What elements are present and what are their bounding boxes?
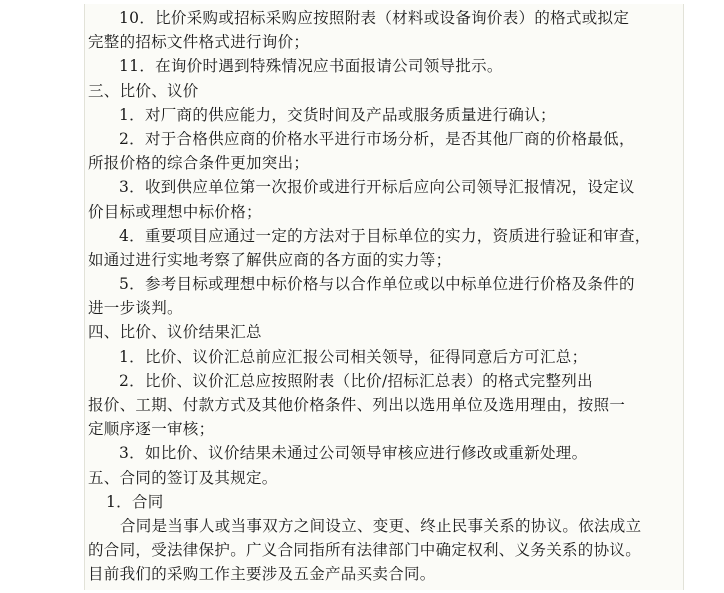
text-line: 5．参考目标或理想中标价格与以合作单位或以中标单位进行价格及条件的 <box>119 275 635 294</box>
text-line: 定顺序逐一审核； <box>88 420 215 439</box>
text-line: 完整的招标文件格式进行询价； <box>88 33 310 52</box>
document-body <box>88 6 680 587</box>
text-line: 2．对于合格供应商的价格水平进行市场分析，是否其他厂商的价格最低， <box>119 129 635 148</box>
text-line: 1．对厂商的供应能力，交货时间及产品或服务质量进行确认； <box>119 105 556 124</box>
text-line: 如通过进行实地考察了解供应商的各方面的实力等； <box>88 250 452 269</box>
text-line: 3．如比价、议价结果未通过公司领导审核应进行修改或重新处理。 <box>119 444 588 463</box>
text-line: 三、比价、议价 <box>88 81 199 100</box>
text-line: 10．比价采购或招标采购应按照附表（材料或设备询价表）的格式或拟定 <box>119 9 630 27</box>
text-line: 3．收到供应单位第一次报价或进行开标后应向公司领导汇报情况，设定议 <box>119 178 635 197</box>
text-line: 1．比价、议价汇总前应汇报公司相关领导，征得同意后方可汇总； <box>119 347 588 366</box>
text-line: 的合同，受法律保护。广义合同指所有法律部门中确定权利、义务关系的协议。 <box>88 541 642 560</box>
text-line: 4．重要项目应通过一定的方法对于目标单位的实力，资质进行验证和审查， <box>119 226 651 245</box>
text-line: 所报价格的综合条件更加突出； <box>88 154 310 173</box>
text-line: 报价、工期、付款方式及其他价格条件、列出以选用单位及选用理由，按照一 <box>88 396 626 414</box>
text-line: 进一步谈判。 <box>88 299 183 318</box>
text-line: 五、合同的签订及其规定。 <box>88 468 278 487</box>
text-line: 四、比价、议价结果汇总 <box>88 323 262 342</box>
text-line: 合同是当事人或当事双方之间设立、变更、终止民事关系的协议。依法成立 <box>120 516 642 535</box>
text-line: 2．比价、议价汇总应按照附表（比价/招标汇总表）的格式完整列出 <box>119 371 593 390</box>
text-line: 11．在询价时遇到特殊情况应书面报请公司领导批示。 <box>119 57 503 76</box>
text-line: 价目标或理想中标价格； <box>88 202 262 221</box>
text-line: 1．合同 <box>106 492 164 511</box>
text-line: 目前我们的采购工作主要涉及五金产品买卖合同。 <box>88 565 436 584</box>
